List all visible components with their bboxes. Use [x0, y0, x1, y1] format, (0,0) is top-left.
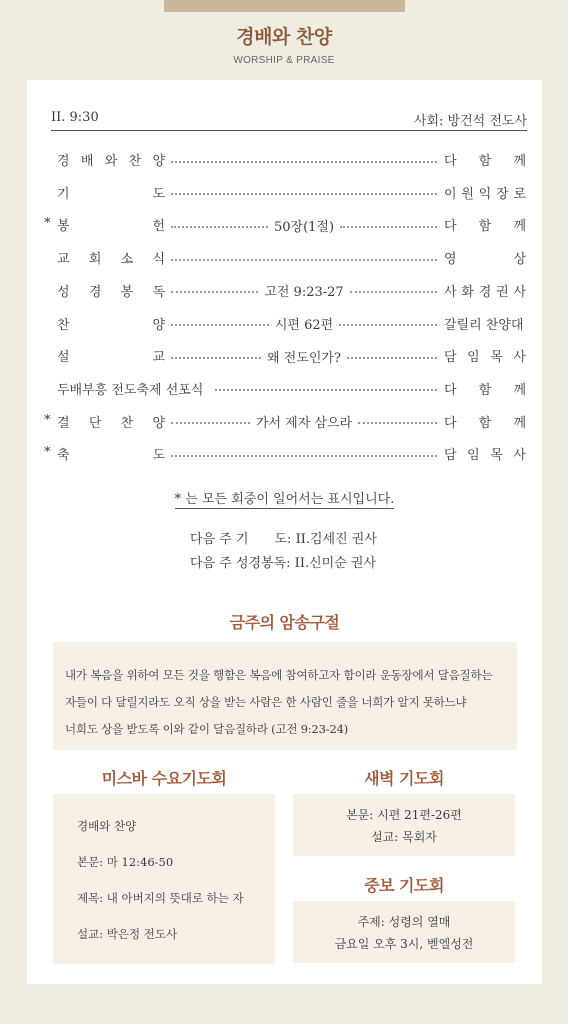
leader-char: 함	[478, 382, 492, 398]
standing-mark: *	[44, 216, 51, 232]
label-char: 식	[152, 252, 165, 268]
leader-char: 다	[444, 219, 457, 235]
leader-char: 함	[478, 154, 492, 169]
label-char: 축	[57, 448, 70, 464]
leader-char: 익	[478, 186, 492, 202]
service-item	[47, 379, 527, 399]
leader-dots	[171, 150, 437, 170]
leader-char: 께	[513, 382, 526, 398]
label-char: 양	[152, 154, 165, 169]
page-title: 경배와 찬양	[236, 26, 332, 48]
leader-dots	[171, 215, 437, 235]
memory-verse-box	[53, 642, 517, 750]
label-char: 경	[57, 154, 70, 169]
label-char: 와	[104, 154, 118, 169]
leader-char: 사	[513, 448, 526, 464]
label-char: 양	[152, 317, 165, 333]
service-item-leader	[444, 150, 526, 169]
service-item-leader	[444, 183, 526, 202]
service-item	[44, 412, 527, 432]
leader-dots	[171, 346, 437, 366]
service-time: II. 9:30	[51, 110, 99, 125]
leader-char: 목	[490, 350, 503, 366]
label-char: 성	[57, 284, 70, 300]
intercession-line: 주제: 성령의 열매	[357, 915, 451, 929]
leader-dots	[215, 379, 437, 399]
service-item-label	[57, 346, 165, 365]
leader-char: 사	[444, 284, 457, 300]
leader-char: 담	[444, 350, 457, 366]
service-item-leader	[444, 248, 526, 267]
service-item-label	[57, 248, 165, 267]
leader-char: 영	[444, 252, 457, 268]
leader-dots	[171, 248, 437, 268]
service-item-label	[57, 215, 165, 234]
bulletin-card	[27, 80, 542, 984]
memory-verse-line: 내가 복음을 위하여 모든 것을 행함은 복음에 참여하고자 함이라 운동장에서 달음질하는	[65, 668, 493, 682]
memory-verse-line: 너희도 상을 받도록 이와 같이 달음질하라 (고전 9:23-24)	[65, 722, 348, 736]
standing-note-text: * 는 모든 회중이 일어서는 표시입니다.	[174, 492, 395, 507]
label-char: 독	[152, 284, 165, 300]
label-char: 도	[152, 186, 165, 202]
service-item-leader	[444, 379, 526, 398]
service-item-label	[57, 281, 165, 300]
page-subtitle: WORSHIP & PRAISE	[233, 55, 335, 66]
wednesday-line: 제목: 내 아버지의 뜻대로 하는 자	[77, 891, 244, 905]
page-header	[0, 22, 568, 66]
label-char: 경	[88, 284, 102, 300]
leader-char: 사	[513, 350, 526, 366]
leader-dots	[171, 412, 437, 432]
standing-note	[27, 488, 542, 507]
leader-char: 이	[444, 186, 457, 202]
label-char: 배	[80, 154, 94, 169]
dawn-prayer-title: 새벽 기도회	[364, 769, 444, 788]
label-char: 봉	[120, 284, 134, 300]
service-header	[51, 108, 527, 131]
service-item	[47, 150, 527, 170]
memory-verse-line: 자들이 다 달릴지라도 오직 상을 받는 사람은 한 사람인 줄을 너희가 알지 못하느냐	[65, 695, 467, 709]
label-char: 회	[88, 252, 102, 268]
label-char: 소	[120, 252, 134, 268]
service-item-leader	[444, 314, 526, 333]
service-item-leader	[444, 281, 526, 300]
leader-char: 께	[513, 154, 526, 169]
leader-char: 목	[490, 448, 503, 464]
label-char: 찬	[128, 154, 142, 169]
service-item-detail: 고전 9:23-27	[264, 285, 344, 301]
intercession-prayer-title: 중보 기도회	[364, 876, 444, 895]
leader-char: 임	[467, 350, 480, 366]
leader-dots	[171, 281, 437, 301]
intercession-prayer-box	[293, 901, 515, 963]
leader-char: 권	[496, 284, 509, 300]
label-char: 찬	[120, 415, 134, 431]
service-item-detail: 가서 제자 삼으라	[255, 416, 353, 432]
leader-dots	[171, 314, 437, 334]
leader-char: 장	[496, 186, 509, 202]
leader-char: 께	[513, 219, 526, 235]
service-item-detail: 왜 전도인가?	[267, 350, 341, 366]
standing-mark: *	[44, 445, 51, 461]
label-char: 찬	[57, 317, 70, 333]
leader-char: 께	[513, 415, 526, 431]
leader-char: 함	[478, 219, 492, 235]
service-item	[44, 444, 527, 464]
leader-char: 경	[478, 284, 492, 300]
service-item-leader	[444, 346, 526, 365]
service-item	[47, 248, 527, 268]
label-char: 단	[88, 415, 102, 431]
service-item-label	[57, 412, 165, 431]
service-item-label	[57, 379, 203, 398]
leader-dots	[171, 444, 437, 464]
wednesday-prayer-box	[53, 794, 275, 964]
leader-char: 다	[444, 382, 457, 398]
service-item-leader	[444, 412, 526, 431]
service-item	[47, 314, 527, 334]
dawn-line: 본문: 시편 21편-26편	[346, 808, 462, 822]
top-accent-bar	[164, 0, 405, 12]
memory-verse-title: 금주의 암송구절	[229, 613, 340, 632]
service-item-detail: 50장(1절)	[273, 219, 335, 235]
leader-char: 임	[467, 448, 480, 464]
service-item-leader	[444, 444, 526, 463]
service-item-label	[57, 314, 165, 333]
leader-char: 로	[513, 186, 526, 202]
leader-char: 화	[461, 284, 474, 300]
label-char: 헌	[152, 219, 165, 235]
label-char: 교	[152, 350, 165, 366]
next-week-prayer: 다음 주 기 도: II.김세진 권사	[190, 532, 377, 547]
dawn-line: 설교: 목회자	[371, 830, 437, 844]
service-item-label	[57, 444, 165, 463]
service-presider: 사회: 방건석 전도사	[413, 114, 527, 129]
service-item	[47, 183, 527, 203]
leader-char: 원	[461, 186, 474, 202]
label-char: 양	[152, 415, 165, 431]
label-char: 봉	[57, 219, 70, 235]
leader-char: 담	[444, 448, 457, 464]
service-item-label	[57, 150, 165, 169]
service-item	[47, 281, 527, 301]
next-week-reading: 다음 주 성경봉독: II.신미순 권사	[190, 556, 377, 571]
label-char: 기	[57, 186, 70, 202]
service-item-label	[57, 183, 165, 202]
service-item	[47, 346, 527, 366]
leader-char: 상	[513, 252, 526, 268]
wednesday-line: 본문: 마 12:46-50	[77, 855, 174, 869]
leader-char: 다	[444, 154, 457, 169]
label-char: 결	[57, 415, 70, 431]
standing-mark: *	[44, 412, 51, 428]
dawn-prayer-box	[293, 794, 515, 856]
service-item-leader	[444, 215, 526, 234]
label-char: 설	[57, 350, 70, 366]
label-char: 교	[57, 252, 70, 268]
leader-char: 다	[444, 415, 457, 431]
wednesday-line: 경배와 찬양	[77, 819, 137, 833]
label-char: 두배부흥 전도축제 선포식	[57, 382, 204, 398]
service-item-detail: 시편 62편	[274, 318, 334, 333]
service-item	[44, 215, 527, 235]
label-char: 도	[152, 448, 165, 464]
wednesday-prayer-title: 미스바 수요기도회	[101, 769, 227, 788]
leader-dots	[171, 183, 437, 203]
intercession-line: 금요일 오후 3시, 벧엘성전	[334, 937, 474, 951]
leader-char: 갈릴리 찬양대	[444, 317, 524, 333]
leader-char: 사	[513, 284, 526, 300]
wednesday-line: 설교: 박은정 전도사	[77, 927, 178, 941]
leader-char: 함	[478, 415, 492, 431]
